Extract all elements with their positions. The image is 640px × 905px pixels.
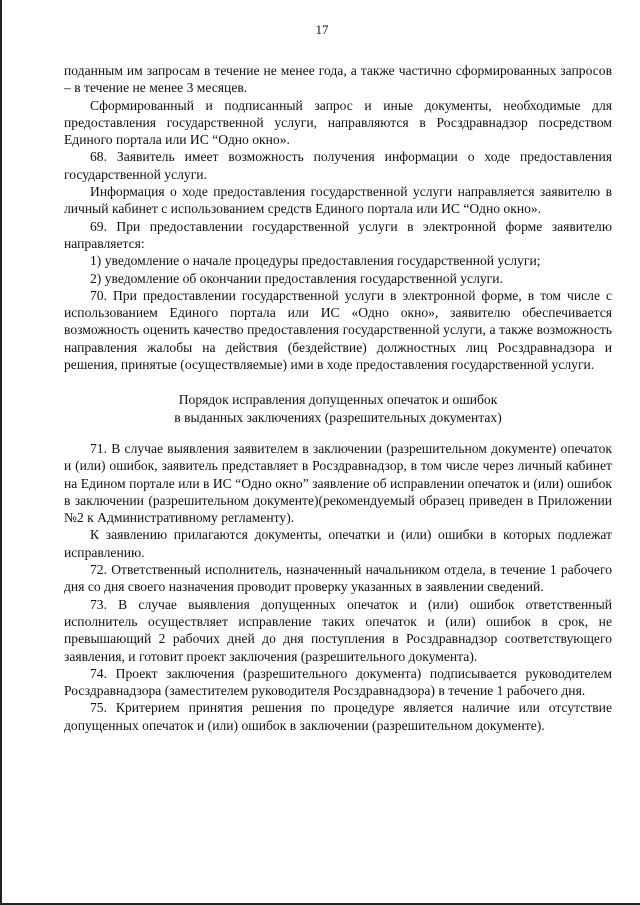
paragraph: Информация о ходе предоставления государственной услуги направляется заявителю в личный кабинет с использованием средств Единого портала или ИС “Одно окно». xyxy=(64,184,612,217)
page-number: 17 xyxy=(315,22,329,37)
document-body xyxy=(64,62,612,734)
paragraph: 69. При предоставлении государственной услуги в электронной форме заявителю направляется: xyxy=(64,218,612,251)
paragraph: 72. Ответственный исполнитель, назначенный начальником отдела, в течение 1 рабочего дня со дня своего назначения проводит проверку указанных в заявлении сведений. xyxy=(64,562,612,595)
paragraph: 70. При предоставлении государственной услуги в электронной форме, в том числе с использованием Единого портала или ИС «Одно окно», заявителю обеспечивается возможность оценить качество предоставления государственной услуги, а также возможность направления жалобы на действия (бездействие) должностных лиц Росздравнадзора и решения, принятые (осуществляемые) ими в ходе предоставления государственной услуги. xyxy=(64,287,612,373)
section-heading xyxy=(64,391,612,426)
paragraph: 73. В случае выявления допущенных опечаток и (или) ошибок ответственный исполнитель осуществляет исправление таких опечаток и (или) ошибок в срок, не превышающий 2 рабочих дней до дня поступления в Росздравнадзор соответствующего заявления, и готовит проект заключения (разрешительного документа). xyxy=(64,596,612,664)
paragraph: Сформированный и подписанный запрос и иные документы, необходимые для предоставления государственной услуги, направляются в Росздравнадзор посредством Единого портала или ИС “Одно окно». xyxy=(64,97,612,148)
paragraph: 2) уведомление об окончании предоставления государственной услуги. xyxy=(90,270,503,286)
paragraph: поданным им запросам в течение не менее года, а также частично сформированных запросов – в течение не менее 3 месяцев. xyxy=(64,63,612,96)
section-heading-line: в выданных заключениях (разрешительных документах) xyxy=(174,409,502,425)
paragraph: 68. Заявитель имеет возможность получения информации о ходе предоставления государственной услуги. xyxy=(64,149,612,182)
section-heading-line: Порядок исправления допущенных опечаток и ошибок xyxy=(178,392,498,408)
paragraph: 75. Критерием принятия решения по процедуре является наличие или отсутствие допущенных опечаток и (или) ошибок в заключении (разрешительном документе). xyxy=(64,700,612,733)
paragraph: 1) уведомление о начале процедуры предоставления государственной услуги; xyxy=(90,253,541,269)
paragraph: 71. В случае выявления заявителем в заключении (разрешительном документе) опечаток и (или) ошибок, заявитель представляет в Росздравнадзор, в том числе через личный кабинет на Едином портале или в ИС “Одно окно” заявление об исправлении опечаток и (или) ошибок в заключении (разрешительном документе)(рекомендуемый образец приведен в Приложении №2 к Административному регламенту). xyxy=(64,440,612,526)
paragraph: 74. Проект заключения (разрешительного документа) подписывается руководителем Росздравнадзора (заместителем руководителя Росздравнадзора) в течение 1 рабочего дня. xyxy=(64,665,612,699)
paragraph: К заявлению прилагаются документы, опечатки и (или) ошибки в которых подлежат исправлению. xyxy=(64,527,612,560)
